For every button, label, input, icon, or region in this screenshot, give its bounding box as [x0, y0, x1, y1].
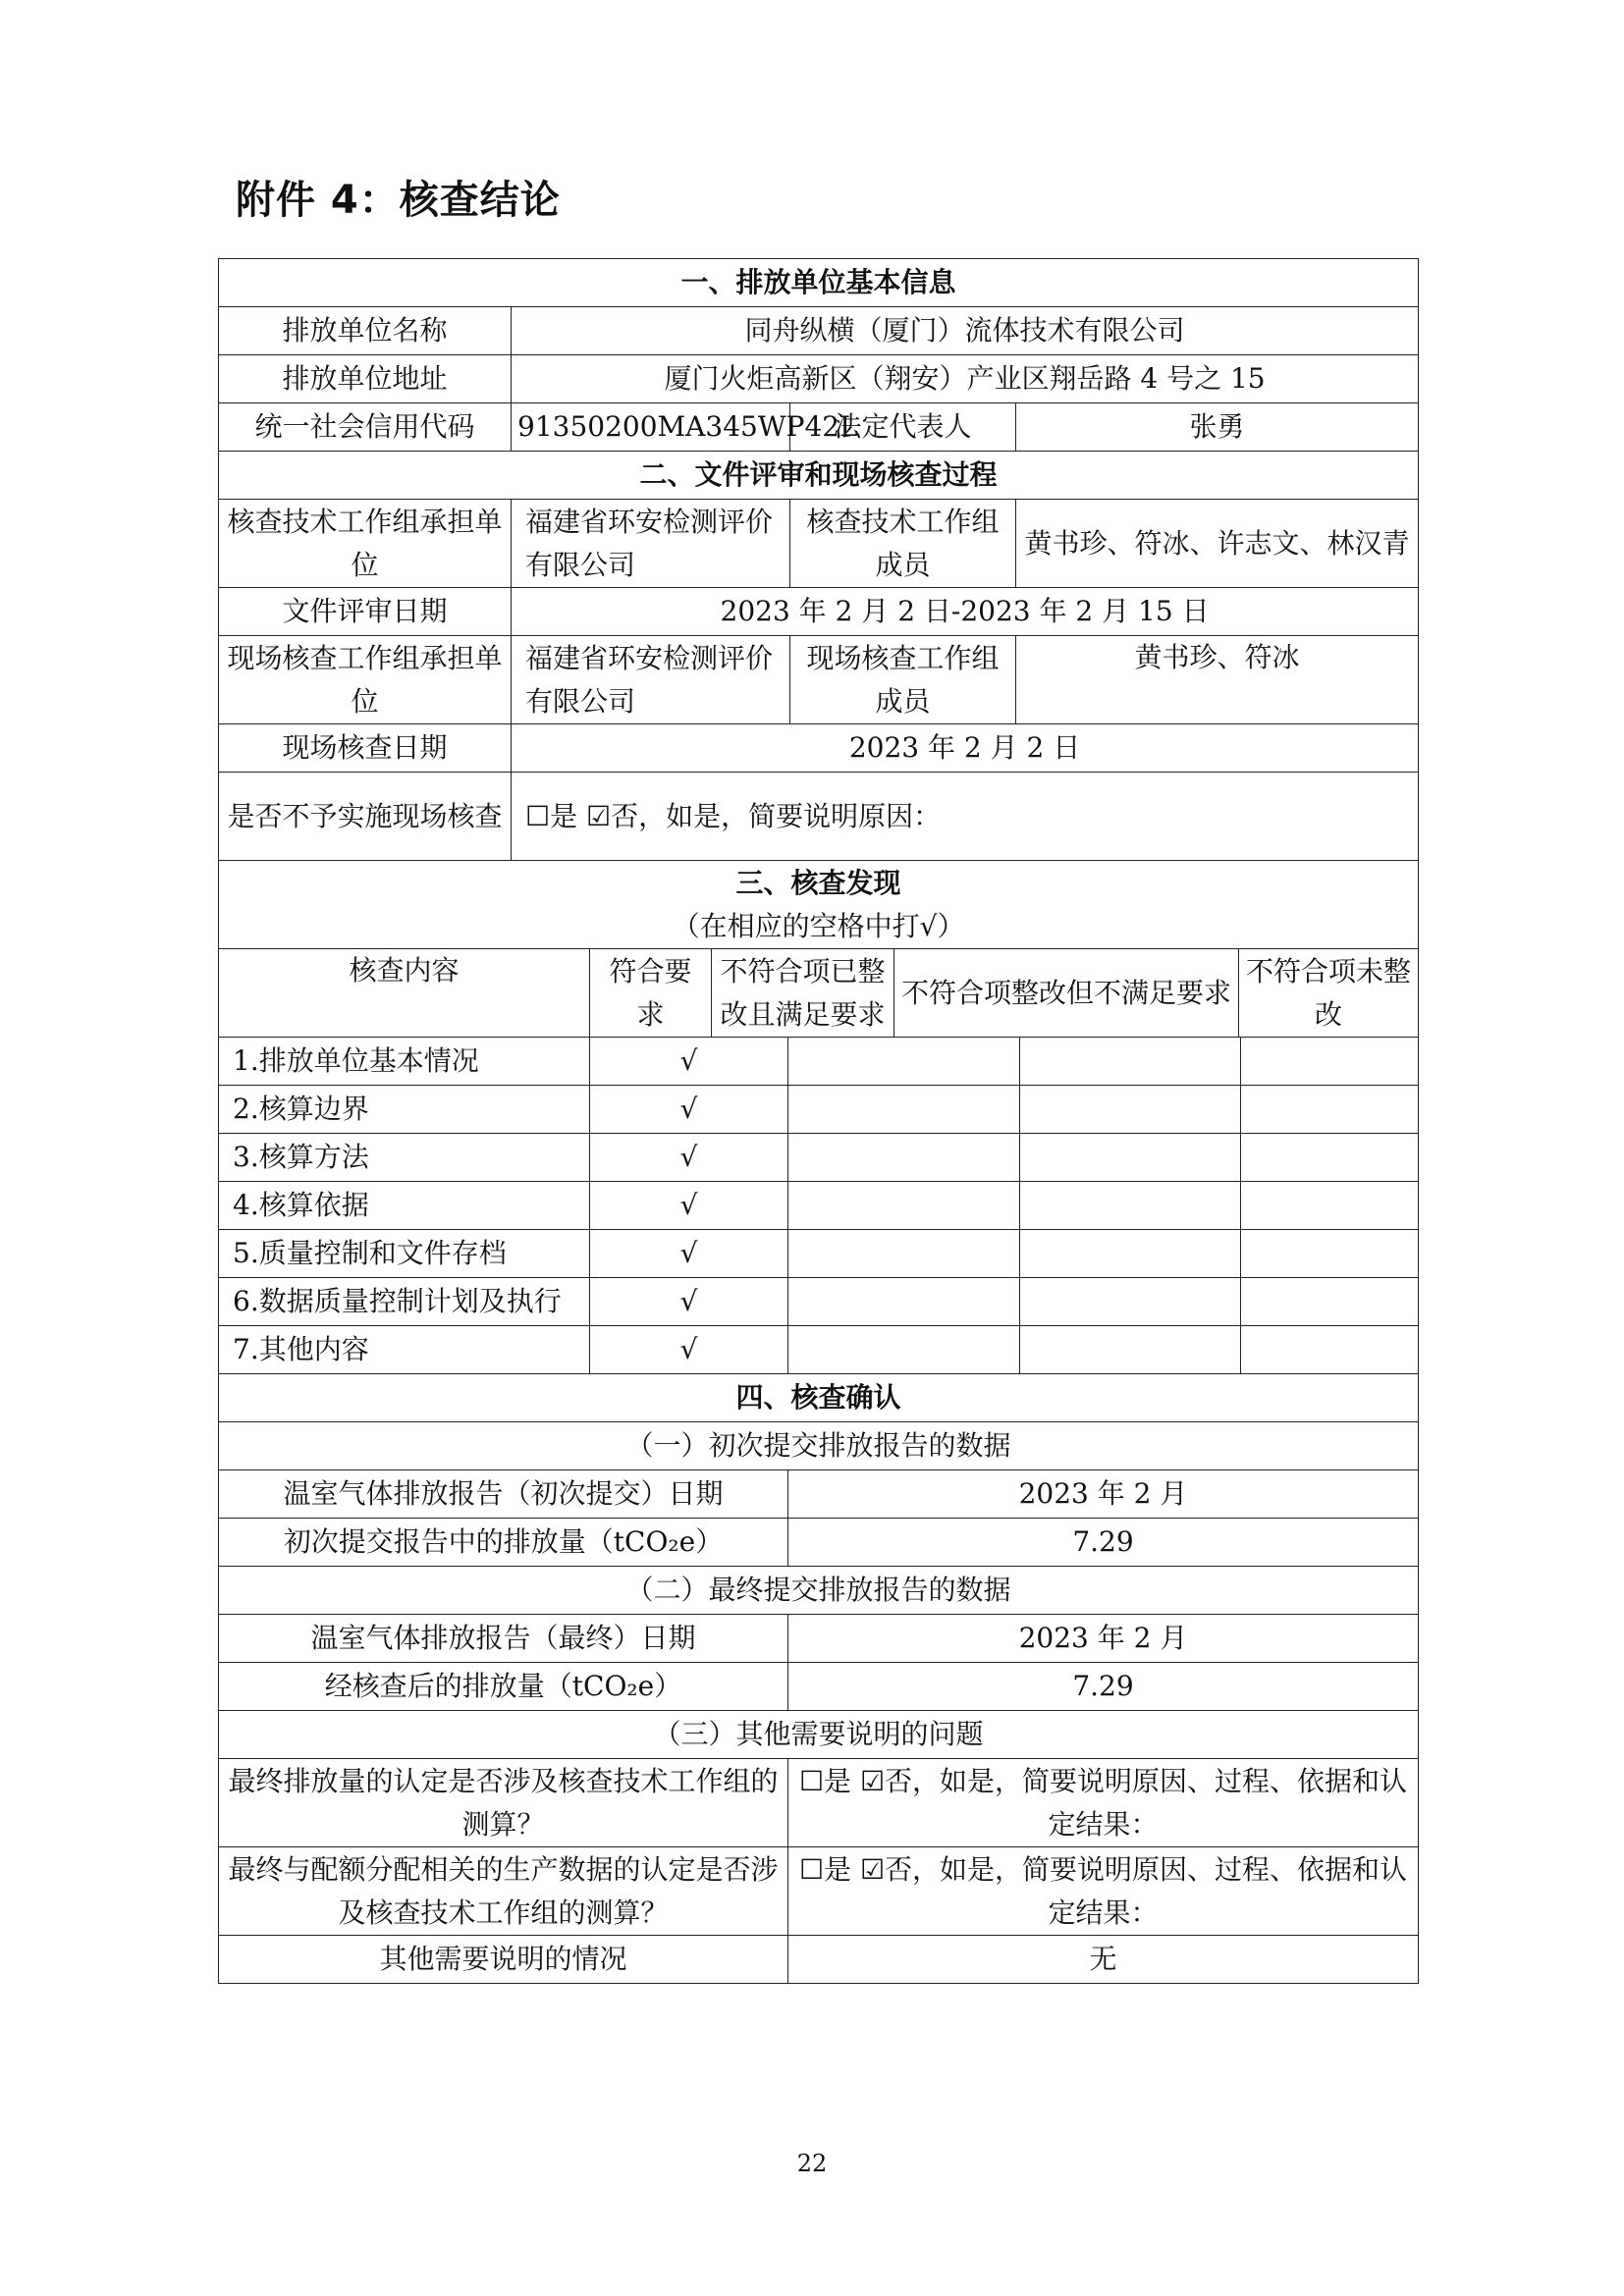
col-header-not-fixed: 不符合项未整改 — [1239, 949, 1419, 1038]
finding-empty — [1020, 1038, 1241, 1086]
final-emission-label: 经核查后的排放量（tCO₂e） — [219, 1663, 788, 1711]
unit-name-value: 同舟纵横（厦门）流体技术有限公司 — [512, 307, 1419, 355]
unit-name-label: 排放单位名称 — [219, 307, 512, 355]
q1-value: ☐是 ☑否，如是，简要说明原因、过程、依据和认定结果： — [788, 1759, 1419, 1847]
tech-unit-value: 福建省环安检测评价有限公司 — [512, 500, 790, 588]
finding-empty — [1020, 1230, 1241, 1278]
finding-empty — [1241, 1134, 1419, 1182]
tech-members-value: 黄书珍、符冰、许志文、林汉青 — [1016, 500, 1419, 588]
site-unit-label: 现场核查工作组承担单位 — [219, 636, 512, 724]
final-emission-value: 7.29 — [788, 1663, 1419, 1711]
finding-item: 2.核算边界 — [219, 1086, 590, 1134]
col-header-fixed-ok: 不符合项已整改且满足要求 — [712, 949, 894, 1038]
finding-item: 1.排放单位基本情况 — [219, 1038, 590, 1086]
init-date-value: 2023 年 2 月 — [788, 1470, 1419, 1519]
finding-mark: √ — [590, 1278, 788, 1326]
page-number: 22 — [796, 2150, 828, 2177]
finding-mark: √ — [590, 1230, 788, 1278]
finding-item: 5.质量控制和文件存档 — [219, 1230, 590, 1278]
finding-mark: √ — [590, 1038, 788, 1086]
col-header-content: 核查内容 — [219, 949, 590, 1038]
site-date-label: 现场核查日期 — [219, 724, 512, 773]
section2-header: 二、文件评审和现场核查过程 — [219, 452, 1419, 500]
finding-empty — [788, 1038, 1020, 1086]
section4-sub2: （二）最终提交排放报告的数据 — [219, 1567, 1419, 1615]
q2-label: 最终与配额分配相关的生产数据的认定是否涉及核查技术工作组的测算？ — [219, 1847, 788, 1936]
init-emission-value: 7.29 — [788, 1519, 1419, 1567]
section3-subheader: （在相应的空格中打√） — [672, 909, 965, 942]
final-date-value: 2023 年 2 月 — [788, 1615, 1419, 1663]
finding-mark: √ — [590, 1326, 788, 1374]
credit-code-value: 91350200MA345WP42L — [512, 403, 790, 452]
finding-mark: √ — [590, 1182, 788, 1230]
init-emission-label: 初次提交报告中的排放量（tCO₂e） — [219, 1519, 788, 1567]
review-date-value: 2023 年 2 月 2 日-2023 年 2 月 15 日 — [512, 588, 1419, 636]
other-value: 无 — [788, 1936, 1419, 1984]
site-members-value: 黄书珍、符冰 — [1016, 636, 1419, 724]
tech-unit-label: 核查技术工作组承担单位 — [219, 500, 512, 588]
finding-empty — [1020, 1182, 1241, 1230]
site-unit-value: 福建省环安检测评价有限公司 — [512, 636, 790, 724]
verification-conclusion-table — [218, 258, 1419, 1038]
other-label: 其他需要说明的情况 — [219, 1936, 788, 1984]
unit-address-label: 排放单位地址 — [219, 355, 512, 403]
finding-empty — [788, 1230, 1020, 1278]
legal-rep-value: 张勇 — [1016, 403, 1419, 452]
finding-item: 7.其他内容 — [219, 1326, 590, 1374]
finding-empty — [1241, 1182, 1419, 1230]
section4-header: 四、核查确认 — [219, 1374, 1419, 1422]
finding-empty — [788, 1326, 1020, 1374]
final-date-label: 温室气体排放报告（最终）日期 — [219, 1615, 788, 1663]
finding-mark: √ — [590, 1134, 788, 1182]
col-header-compliant: 符合要求 — [590, 949, 712, 1038]
finding-empty — [1020, 1326, 1241, 1374]
q2-value: ☐是 ☑否，如是，简要说明原因、过程、依据和认定结果： — [788, 1847, 1419, 1936]
finding-item: 3.核算方法 — [219, 1134, 590, 1182]
no-site-label: 是否不予实施现场核查 — [219, 773, 512, 861]
tech-members-label: 核查技术工作组成员 — [790, 500, 1016, 588]
finding-empty — [1241, 1278, 1419, 1326]
finding-empty — [1020, 1086, 1241, 1134]
col-header-fixed-not-ok: 不符合项整改但不满足要求 — [894, 949, 1239, 1038]
site-members-label: 现场核查工作组成员 — [790, 636, 1016, 724]
finding-mark: √ — [590, 1086, 788, 1134]
finding-item: 6.数据质量控制计划及执行 — [219, 1278, 590, 1326]
finding-empty — [788, 1278, 1020, 1326]
finding-empty — [1241, 1326, 1419, 1374]
legal-rep-label: 法定代表人 — [790, 403, 1016, 452]
findings-and-confirmation-table — [218, 1037, 1419, 1984]
unit-address-value: 厦门火炬高新区（翔安）产业区翔岳路 4 号之 15 — [512, 355, 1419, 403]
site-date-value: 2023 年 2 月 2 日 — [512, 724, 1419, 773]
page-title: 附件 4：核查结论 — [236, 178, 561, 223]
finding-empty — [1241, 1230, 1419, 1278]
review-date-label: 文件评审日期 — [219, 588, 512, 636]
q1-label: 最终排放量的认定是否涉及核查技术工作组的测算？ — [219, 1759, 788, 1847]
finding-empty — [788, 1182, 1020, 1230]
section3-header-cell — [219, 861, 1419, 949]
finding-empty — [1241, 1038, 1419, 1086]
finding-empty — [1241, 1086, 1419, 1134]
finding-empty — [788, 1134, 1020, 1182]
no-site-value: ☐是 ☑否，如是，简要说明原因： — [512, 773, 1419, 861]
finding-empty — [1020, 1134, 1241, 1182]
credit-code-label: 统一社会信用代码 — [219, 403, 512, 452]
section1-header: 一、排放单位基本信息 — [219, 259, 1419, 307]
section3-header: 三、核查发现 — [735, 866, 901, 899]
section4-sub1: （一）初次提交排放报告的数据 — [219, 1422, 1419, 1470]
finding-empty — [788, 1086, 1020, 1134]
section4-sub3: （三）其他需要说明的问题 — [219, 1711, 1419, 1759]
finding-item: 4.核算依据 — [219, 1182, 590, 1230]
init-date-label: 温室气体排放报告（初次提交）日期 — [219, 1470, 788, 1519]
finding-empty — [1020, 1278, 1241, 1326]
